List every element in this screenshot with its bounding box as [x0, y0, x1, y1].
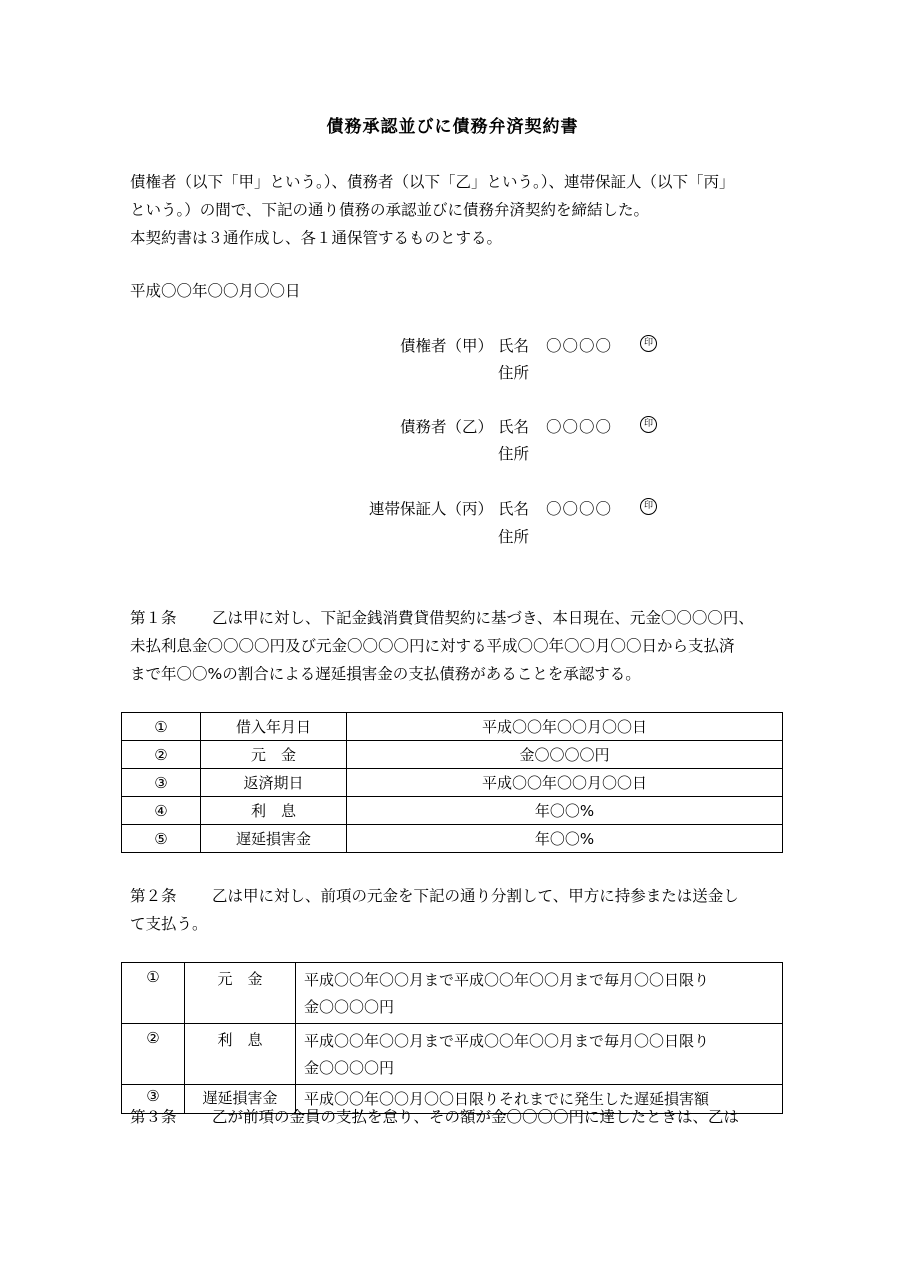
- article-3-label: 第３条: [130, 1108, 177, 1126]
- row-value: 金〇〇〇〇円: [347, 741, 783, 769]
- document-title: 債務承認並びに債務弁済契約書: [326, 117, 579, 137]
- row-value: 平成〇〇年〇〇月〇〇日: [347, 769, 783, 797]
- row-item: 借入年月日: [201, 713, 347, 741]
- row-value: 平成〇〇年〇〇月〇〇日: [347, 713, 783, 741]
- article-2-label: 第２条: [130, 887, 177, 905]
- table-row: [122, 797, 783, 825]
- article-1-line-3: まで年〇〇%の割合による遅延損害金の支払債務があることを承認する。: [130, 665, 641, 683]
- seal-mark: 印: [640, 498, 657, 515]
- terms-line-1: 平成〇〇年〇〇月まで平成〇〇年〇〇月まで毎月〇〇日限り: [304, 971, 710, 989]
- row-item: 遅延損害金: [201, 825, 347, 853]
- row-item: 元 金: [185, 963, 296, 1024]
- row-value: 年〇〇%: [347, 797, 783, 825]
- row-item: 遅延損害金: [185, 1085, 296, 1114]
- row-item: 元 金: [201, 741, 347, 769]
- seal-mark: 印: [640, 335, 657, 352]
- terms-line-1: 平成〇〇年〇〇月まで平成〇〇年〇〇月まで毎月〇〇日限り: [304, 1032, 710, 1050]
- table-row: [122, 1024, 783, 1085]
- row-number: ③: [122, 769, 201, 797]
- article-3-line-1: 乙が前項の金員の支払を怠り、その額が金〇〇〇〇円に達したときは、乙は: [212, 1108, 740, 1126]
- name-label: 氏名: [498, 418, 530, 436]
- article-2-line-2: て支払う。: [130, 915, 208, 933]
- row-number: ①: [122, 713, 201, 741]
- seal-mark: 印: [640, 416, 657, 433]
- article-1-line-1: 乙は甲に対し、下記金銭消費貸借契約に基づき、本日現在、元金〇〇〇〇円、: [212, 609, 754, 627]
- party-role: 連帯保証人（丙）: [368, 500, 493, 518]
- party-role: 債務者（乙）: [399, 418, 493, 436]
- row-number: ①: [122, 963, 185, 1024]
- table-row: [122, 713, 783, 741]
- name-value: 〇〇〇〇: [546, 500, 613, 518]
- row-item: 利 息: [185, 1024, 296, 1085]
- row-number: ④: [122, 797, 201, 825]
- address-label: 住所: [498, 364, 530, 382]
- table-row: [122, 769, 783, 797]
- terms-line-2: 金〇〇〇〇円: [304, 998, 395, 1016]
- table-row: [122, 741, 783, 769]
- terms-line-2: 金〇〇〇〇円: [304, 1059, 395, 1077]
- article-1-line-2: 未払利息金〇〇〇〇円及び元金〇〇〇〇円に対する平成〇〇年〇〇月〇〇日から支払済: [130, 637, 735, 655]
- table-row: [122, 825, 783, 853]
- row-item: 利 息: [201, 797, 347, 825]
- article-2-line-1: 乙は甲に対し、前項の元金を下記の通り分割して、甲方に持参または送金し: [212, 887, 739, 905]
- table-row: [122, 963, 783, 1024]
- row-number: ⑤: [122, 825, 201, 853]
- name-label: 氏名: [498, 337, 530, 355]
- row-terms: [296, 1024, 783, 1085]
- loan-details-table: [121, 712, 783, 853]
- row-value: 年〇〇%: [347, 825, 783, 853]
- row-item: 返済期日: [201, 769, 347, 797]
- row-number: ③: [122, 1085, 185, 1114]
- address-label: 住所: [498, 528, 530, 546]
- terms-line-1: 平成〇〇年〇〇月〇〇日限りそれまでに発生した遅延損害額: [304, 1090, 710, 1108]
- row-terms: [296, 963, 783, 1024]
- address-label: 住所: [498, 445, 530, 463]
- article-1-label: 第１条: [130, 609, 177, 627]
- contract-date: 平成〇〇年〇〇月〇〇日: [130, 282, 301, 300]
- preamble-line-2: という。）の間で、下記の通り債務の承認並びに債務弁済契約を締結した。: [130, 201, 649, 219]
- preamble-line-1: 債権者（以下「甲」という。）、債務者（以下「乙」という。）、連帯保証人（以下「丙」: [130, 173, 735, 191]
- row-number: ②: [122, 1024, 185, 1085]
- name-value: 〇〇〇〇: [546, 337, 613, 355]
- repayment-schedule-table: [121, 962, 783, 1114]
- name-value: 〇〇〇〇: [546, 418, 613, 436]
- name-label: 氏名: [498, 500, 530, 518]
- preamble-line-3: 本契約書は３通作成し、各１通保管するものとする。: [130, 229, 503, 247]
- row-number: ②: [122, 741, 201, 769]
- party-role: 債権者（甲）: [399, 337, 493, 355]
